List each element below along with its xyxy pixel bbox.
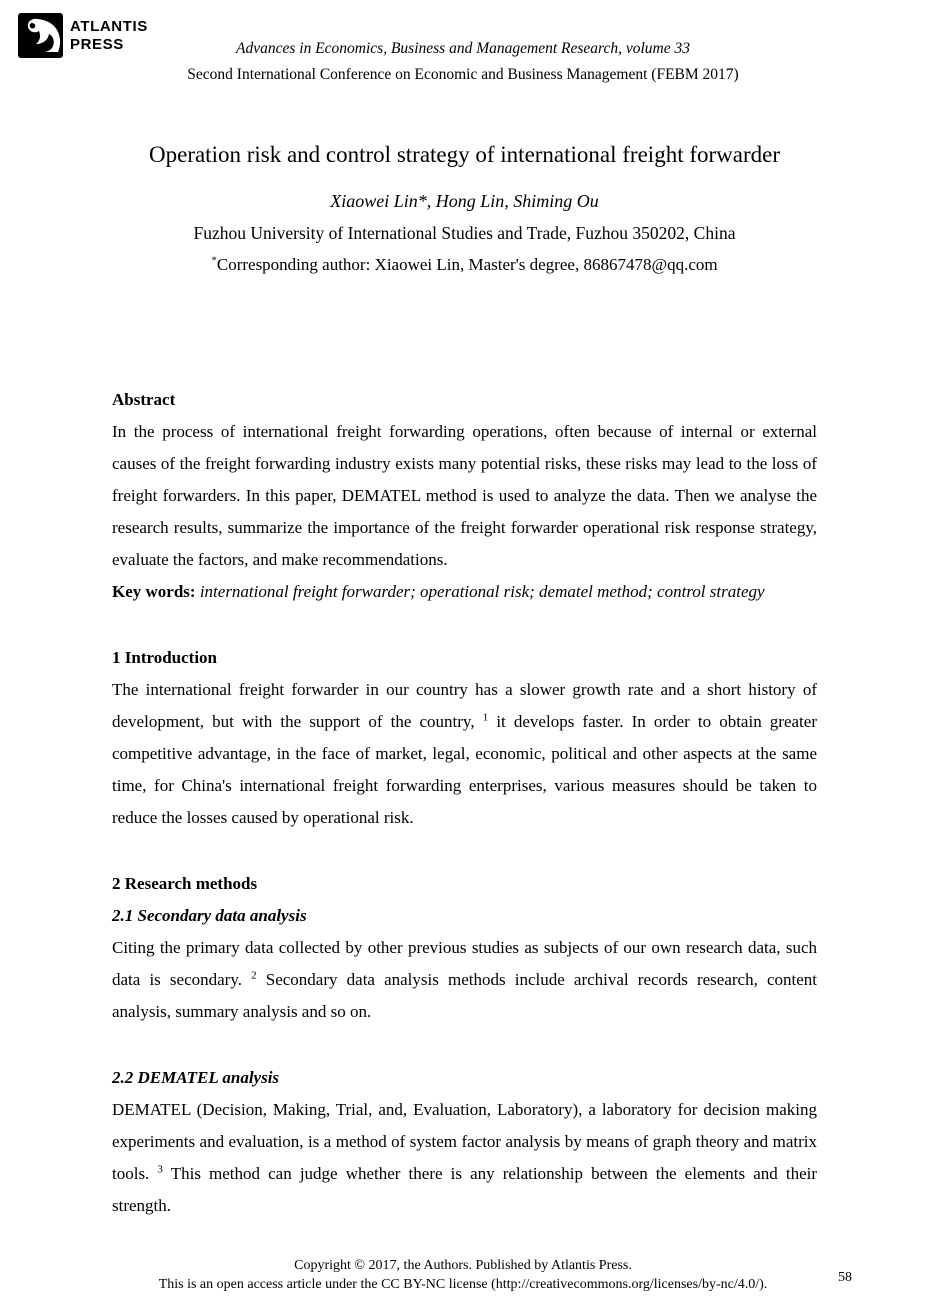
corresponding-author (112, 252, 817, 278)
dematel-paragraph (112, 1094, 817, 1222)
secondary-data-paragraph (112, 932, 817, 1028)
dematel-text-1: DEMATEL (Decision, Making, Trial, and, Evaluation, Laboratory), a laboratory for decision making experiments and evaluation, is a method of system factor analysis by means of graph theory and matrix tools. (112, 1100, 817, 1183)
introduction-paragraph (112, 674, 817, 834)
page-number: 58 (838, 1270, 852, 1285)
dematel-text-2: This method can judge whether there is any relationship between the elements and their strength. (112, 1164, 817, 1215)
keywords-text: international freight forwarder; operational risk; dematel method; control strategy (195, 582, 765, 601)
logo-line-2: PRESS (70, 35, 124, 53)
article-content (112, 140, 817, 1222)
introduction-text-1: The international freight forwarder in our country has a slower growth rate and a short history of development, but with the support of the country, (112, 680, 817, 731)
abstract-paragraph: In the process of international freight forwarding operations, often because of internal or external causes of the freight forwarding industry exists many potential risks, these risks may lead to the loss of freight forwarders. In this paper, DEMATEL method is used to analyze the data. Then we analyse the research results, summarize the importance of the freight forwarder operational risk response strategy, evaluate the factors, and make recommendations. (112, 422, 817, 569)
keywords-label: Key words: (112, 582, 196, 601)
atlantis-press-logo (18, 13, 148, 58)
introduction-text-2: it develops faster. In order to obtain greater competitive advantage, in the face of market, legal, economic, political and other aspects at the same time, for China's international freight forwarding enterprises, various measures should be taken to reduce the losses caused by operational risk. (112, 712, 817, 827)
page-footer (0, 1256, 926, 1294)
affiliation: Fuzhou University of International Studies and Trade, Fuzhou 350202, China (193, 223, 736, 243)
citation-marker-2: 2 (251, 969, 257, 982)
section-heading-introduction: 1 Introduction (112, 648, 218, 667)
secondary-data-text-2: Secondary data analysis methods include archival records research, content analysis, summary analysis and so on. (112, 970, 817, 1021)
section-heading-research-methods: 2 Research methods (112, 874, 258, 893)
citation-marker-1: 1 (482, 711, 489, 724)
paper-title: Operation risk and control strategy of international freight forwarder (149, 142, 780, 167)
authors: Xiaowei Lin*, Hong Lin, Shiming Ou (330, 191, 599, 211)
keywords (112, 576, 817, 608)
subsection-heading-secondary-data: 2.1 Secondary data analysis (112, 906, 307, 925)
abstract-heading: Abstract (112, 390, 176, 409)
license-line: This is an open access article under the CC BY-NC license (http://creativecommons.org/licenses/by-nc/4.0/). (158, 1277, 768, 1292)
corresponding-text: Corresponding author: Xiaowei Lin, Master's degree, 86867478@qq.com (216, 255, 718, 274)
copyright-line: Copyright © 2017, the Authors. Published by Atlantis Press. (294, 1258, 632, 1273)
secondary-data-text-1: Citing the primary data collected by other previous studies as subjects of our own research data, such data is secondary. (112, 938, 817, 989)
journal-title: Advances in Economics, Business and Management Research, volume 33 (236, 40, 690, 57)
citation-marker-3: 3 (157, 1163, 163, 1176)
subsection-heading-dematel: 2.2 DEMATEL analysis (112, 1068, 280, 1087)
logo-wordmark (70, 18, 148, 53)
corresponding-asterisk: * (211, 254, 217, 267)
swan-icon (18, 13, 63, 58)
conference-title: Second International Conference on Economic and Business Management (FEBM 2017) (187, 66, 739, 83)
logo-line-1: ATLANTIS (70, 18, 148, 36)
